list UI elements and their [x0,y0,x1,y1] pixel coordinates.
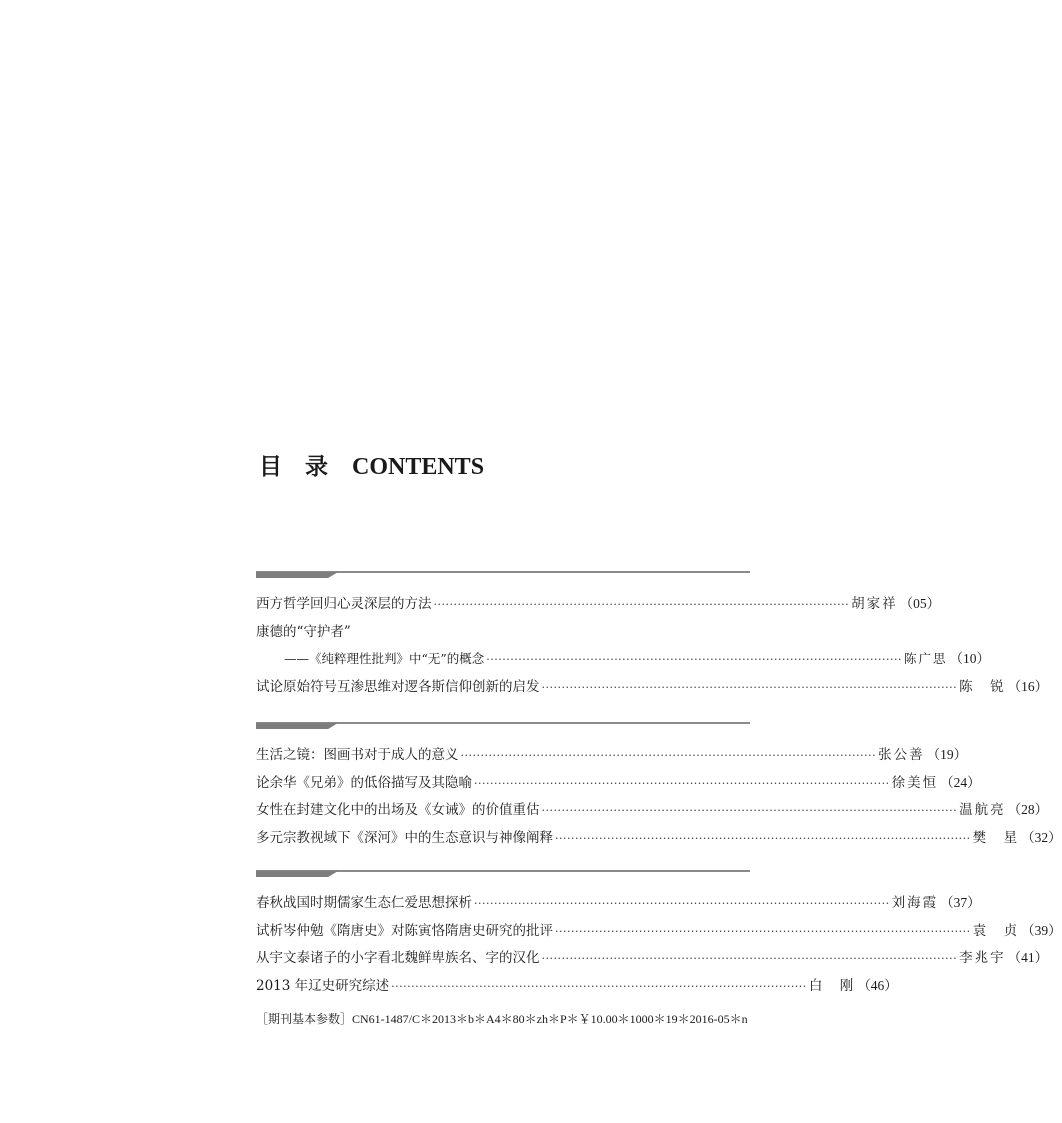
leader-dots: ········································································································ [541,680,958,694]
toc-entry[interactable] [256,771,981,799]
entry-page: （16） [1007,678,1049,694]
leader-dots: ········································································································ [474,776,890,790]
toc-entry[interactable] [256,919,1062,947]
entry-page: （37） [940,895,981,910]
entry-author: 陈广思 [903,651,948,666]
section-divider [256,870,750,876]
leader-dots: ········································································································ [474,897,890,910]
leader-dots: ········································································································ [555,831,971,845]
toc-entry[interactable] [256,826,1062,854]
entry-page: （19） [926,747,968,762]
entry-title: 春秋战国时期儒家生态仁爱思想探析 [256,895,472,911]
entry-author: 胡家祥 [851,596,898,612]
toc-entry[interactable] [256,743,968,771]
toc-entry[interactable] [256,891,981,919]
entry-page: （39） [1021,922,1062,938]
entry-title: 西方哲学回归心灵深层的方法 [256,596,432,612]
entry-author: 李兆宇 [959,950,1006,966]
entry-page: （10） [949,651,990,666]
entry-title: 2013 年辽史研究综述 [256,977,390,994]
entry-title: 从宇文泰诸子的小字看北魏鲜卑族名、字的汉化 [256,950,540,966]
entry-title: 多元宗教视域下《深河》中的生态意识与神像阐释 [256,829,553,846]
toc-section-3 [256,870,1062,1001]
entry-page: （41） [1007,950,1049,965]
entry-title: 生活之镜：图画书对于成人的意义 [256,747,459,763]
entry-page: （05） [899,596,941,611]
entry-author: 徐美恒 [891,774,939,791]
toc-entry[interactable] [256,974,898,1002]
entry-author: 樊 星 [972,829,1020,846]
entry-title: 女性在封建文化中的出场及《女诫》的价值重估 [256,802,540,818]
toc-section-2 [256,722,1062,853]
entry-title: ——《纯粹理性批判》中“无”的概念 [284,651,485,666]
entry-page: （28） [1007,802,1049,817]
toc-entry[interactable] [256,946,1049,974]
section-divider [256,722,750,728]
toc-section-1 [256,571,1049,702]
entry-author: 白 刚 [808,977,856,994]
section-divider [256,571,750,577]
leader-dots: ········································································································ [541,804,958,817]
leader-dots: ········································································································ [433,598,850,611]
toc-entry[interactable] [256,620,750,648]
entry-title: 试论原始符号互渗思维对逻各斯信仰创新的启发 [256,678,540,695]
leader-dots: ········································································································ [541,952,958,965]
leader-dots: ········································································································ [391,979,807,993]
entry-page: （24） [940,774,981,790]
entry-author: 陈 锐 [959,678,1006,695]
entry-title: 试析岑仲勉《隋唐史》对陈寅恪隋唐史研究的批评 [256,922,553,939]
toc-entry-subtitle[interactable] [256,647,990,675]
entry-author: 温航亮 [959,802,1006,818]
leader-dots: ········································································································ [460,749,877,762]
leader-dots: ········································································································ [486,653,902,666]
journal-parameters: ［期刊基本参数］CN61-1487/C＊2013＊b＊A4＊80＊zh＊P＊￥10.00＊1000＊19＊2016-05＊n [256,1012,748,1026]
toc-entry[interactable] [256,798,1049,826]
entry-author: 张公善 [878,747,925,763]
entry-title: 康德的“守护者” [256,623,351,640]
leader-dots: ········································································································ [555,924,971,938]
toc-entry[interactable] [256,675,1049,703]
title-en: CONTENTS [352,454,485,480]
entry-author: 袁 贞 [972,922,1020,939]
entry-author: 刘海霞 [891,895,939,911]
toc-entry[interactable] [256,592,941,620]
entry-title: 论余华《兄弟》的低俗描写及其隐喻 [256,774,472,791]
entry-page: （32） [1021,829,1062,845]
entry-page: （46） [857,977,898,993]
contents-title [259,448,484,481]
title-cn: 目 录 [259,453,328,480]
